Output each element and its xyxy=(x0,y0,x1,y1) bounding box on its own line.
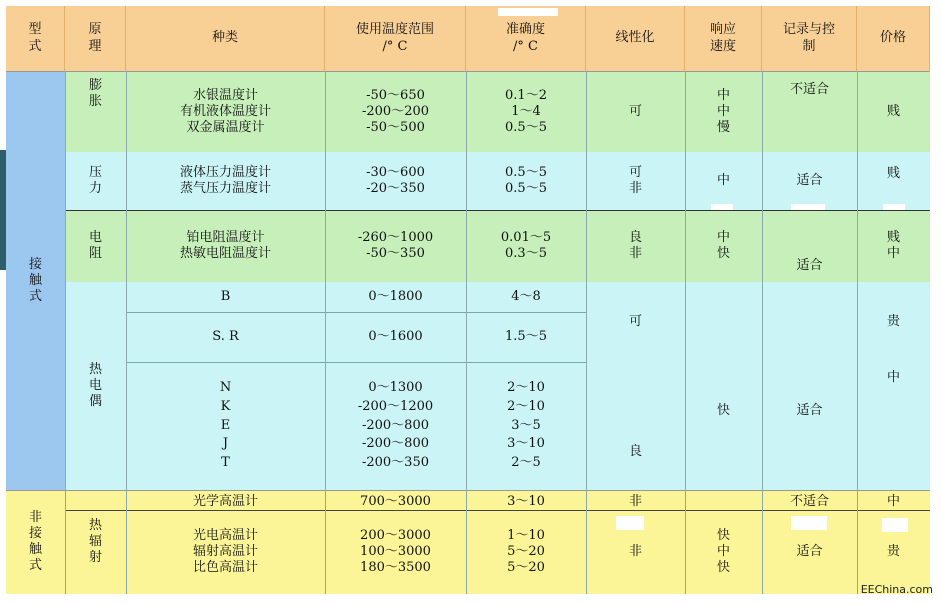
record-expansion: 不适合 xyxy=(762,72,857,152)
col-divider-5 xyxy=(586,72,587,594)
price-resistance: 贱 中 xyxy=(857,210,930,282)
header-kind: 种类 xyxy=(126,6,325,72)
principle-radiation: 热 辐 射 xyxy=(65,490,126,594)
linearity-optical: 非 xyxy=(586,490,685,510)
price-expansion: 贱 xyxy=(857,72,930,152)
price-radiation: 贵 xyxy=(857,510,930,594)
white-artifact xyxy=(882,518,908,532)
response-radiation: 快 中 快 xyxy=(685,510,762,594)
kinds-radiation: 光电高温计 辐射高温计 比色高温计 xyxy=(126,510,325,594)
record-thermocouple: 适合 xyxy=(762,282,857,490)
linearity-thermocouple-bottom: 良 xyxy=(586,362,685,490)
accuracy-optical: 3～10 xyxy=(466,490,586,510)
row-divider-optical xyxy=(65,510,930,511)
range-radiation: 200～3000 100～3000 180～3500 xyxy=(325,510,466,594)
price-thermocouple-top: 贵 xyxy=(857,282,930,362)
linearity-radiation: 非 xyxy=(586,510,685,594)
accuracy-pressure: 0.5～5 0.5～5 xyxy=(466,152,586,210)
accuracy-b: 4～8 xyxy=(466,282,586,312)
record-radiation: 适合 xyxy=(762,510,857,594)
linearity-thermocouple-top: 可 xyxy=(586,282,685,362)
type-contact: 接 触 式 xyxy=(6,72,65,490)
record-resistance: 适合 xyxy=(762,210,857,282)
range-sr: 0～1600 xyxy=(325,312,466,362)
range-optical: 700～3000 xyxy=(325,490,466,510)
price-thermocouple-bottom: 中 xyxy=(857,362,930,490)
response-resistance: 中 快 xyxy=(685,210,762,282)
response-pressure: 中 xyxy=(685,152,762,210)
col-divider-6 xyxy=(685,72,686,594)
row-divider-sr xyxy=(126,362,586,363)
header-range: 使用温度范围 /° C xyxy=(325,6,466,72)
principle-expansion: 膨 胀 xyxy=(65,72,126,152)
linearity-pressure: 可 非 xyxy=(586,152,685,210)
response-optical-blank xyxy=(685,490,762,510)
header-linearity: 线性化 xyxy=(586,6,685,72)
range-other-thermocouples: 0～1300 -200～1200 -200～800 -200～800 -200～350 xyxy=(325,362,466,490)
col-divider-7 xyxy=(762,72,763,594)
header-response: 响应 速度 xyxy=(685,6,762,72)
header-record: 记录与控 制 xyxy=(762,6,857,72)
response-thermocouple: 快 xyxy=(685,282,762,490)
kind-optical: 光学高温计 xyxy=(126,490,325,510)
col-divider-1 xyxy=(65,72,66,594)
record-optical: 不适合 xyxy=(762,490,857,510)
header-accuracy: 准确度 /° C xyxy=(466,6,586,72)
header-price: 价格 xyxy=(857,6,930,72)
linearity-expansion: 可 xyxy=(586,72,685,152)
principle-pressure: 压 力 xyxy=(65,152,126,210)
col-divider-2 xyxy=(126,72,127,594)
col-divider-4 xyxy=(466,72,467,594)
kinds-other-thermocouples: N K E J T xyxy=(126,362,325,490)
white-artifact xyxy=(791,204,825,210)
col-divider-8 xyxy=(857,72,858,594)
kinds-resistance: 铂电阻温度计 热敏电阻温度计 xyxy=(126,210,325,282)
accuracy-radiation: 1～10 5～20 5～20 xyxy=(466,510,586,594)
range-expansion: -50～650 -200～200 -50～500 xyxy=(325,72,466,152)
kinds-expansion: 水银温度计 有机液体温度计 双金属温度计 xyxy=(126,72,325,152)
range-resistance: -260～1000 -50～350 xyxy=(325,210,466,282)
principle-resistance: 电 阻 xyxy=(65,210,126,282)
price-optical: 中 xyxy=(857,490,930,510)
white-artifact xyxy=(791,516,827,530)
white-artifact xyxy=(883,204,905,210)
accuracy-expansion: 0.1～2 1～4 0.5～5 xyxy=(466,72,586,152)
kinds-pressure: 液体压力温度计 蒸气压力温度计 xyxy=(126,152,325,210)
range-b: 0～1800 xyxy=(325,282,466,312)
thermometer-comparison-table xyxy=(6,6,930,594)
accuracy-resistance: 0.01～5 0.3～5 xyxy=(466,210,586,282)
watermark: EEChina.com xyxy=(860,583,933,596)
range-pressure: -30～600 -20～350 xyxy=(325,152,466,210)
record-pressure: 适合 xyxy=(762,152,857,210)
white-artifact xyxy=(498,8,558,16)
kind-sr: S. R xyxy=(126,312,325,362)
row-divider-resistance xyxy=(65,210,930,211)
accuracy-other-thermocouples: 2～10 2～10 3～5 3～10 2～5 xyxy=(466,362,586,490)
price-pressure: 贱 xyxy=(857,152,930,210)
principle-thermocouple: 热 电 偶 xyxy=(65,282,126,490)
accuracy-sr: 1.5～5 xyxy=(466,312,586,362)
white-artifact xyxy=(616,516,644,530)
type-noncontact: 非 接 触 式 xyxy=(6,490,65,594)
header-principle: 原 理 xyxy=(65,6,126,72)
white-artifact xyxy=(711,204,733,210)
linearity-resistance: 良 非 xyxy=(586,210,685,282)
header-type: 型 式 xyxy=(6,6,65,72)
row-divider-b xyxy=(126,312,586,313)
col-divider-3 xyxy=(325,72,326,594)
response-expansion: 中 中 慢 xyxy=(685,72,762,152)
row-divider-noncontact xyxy=(6,490,930,491)
kind-b: B xyxy=(126,282,325,312)
